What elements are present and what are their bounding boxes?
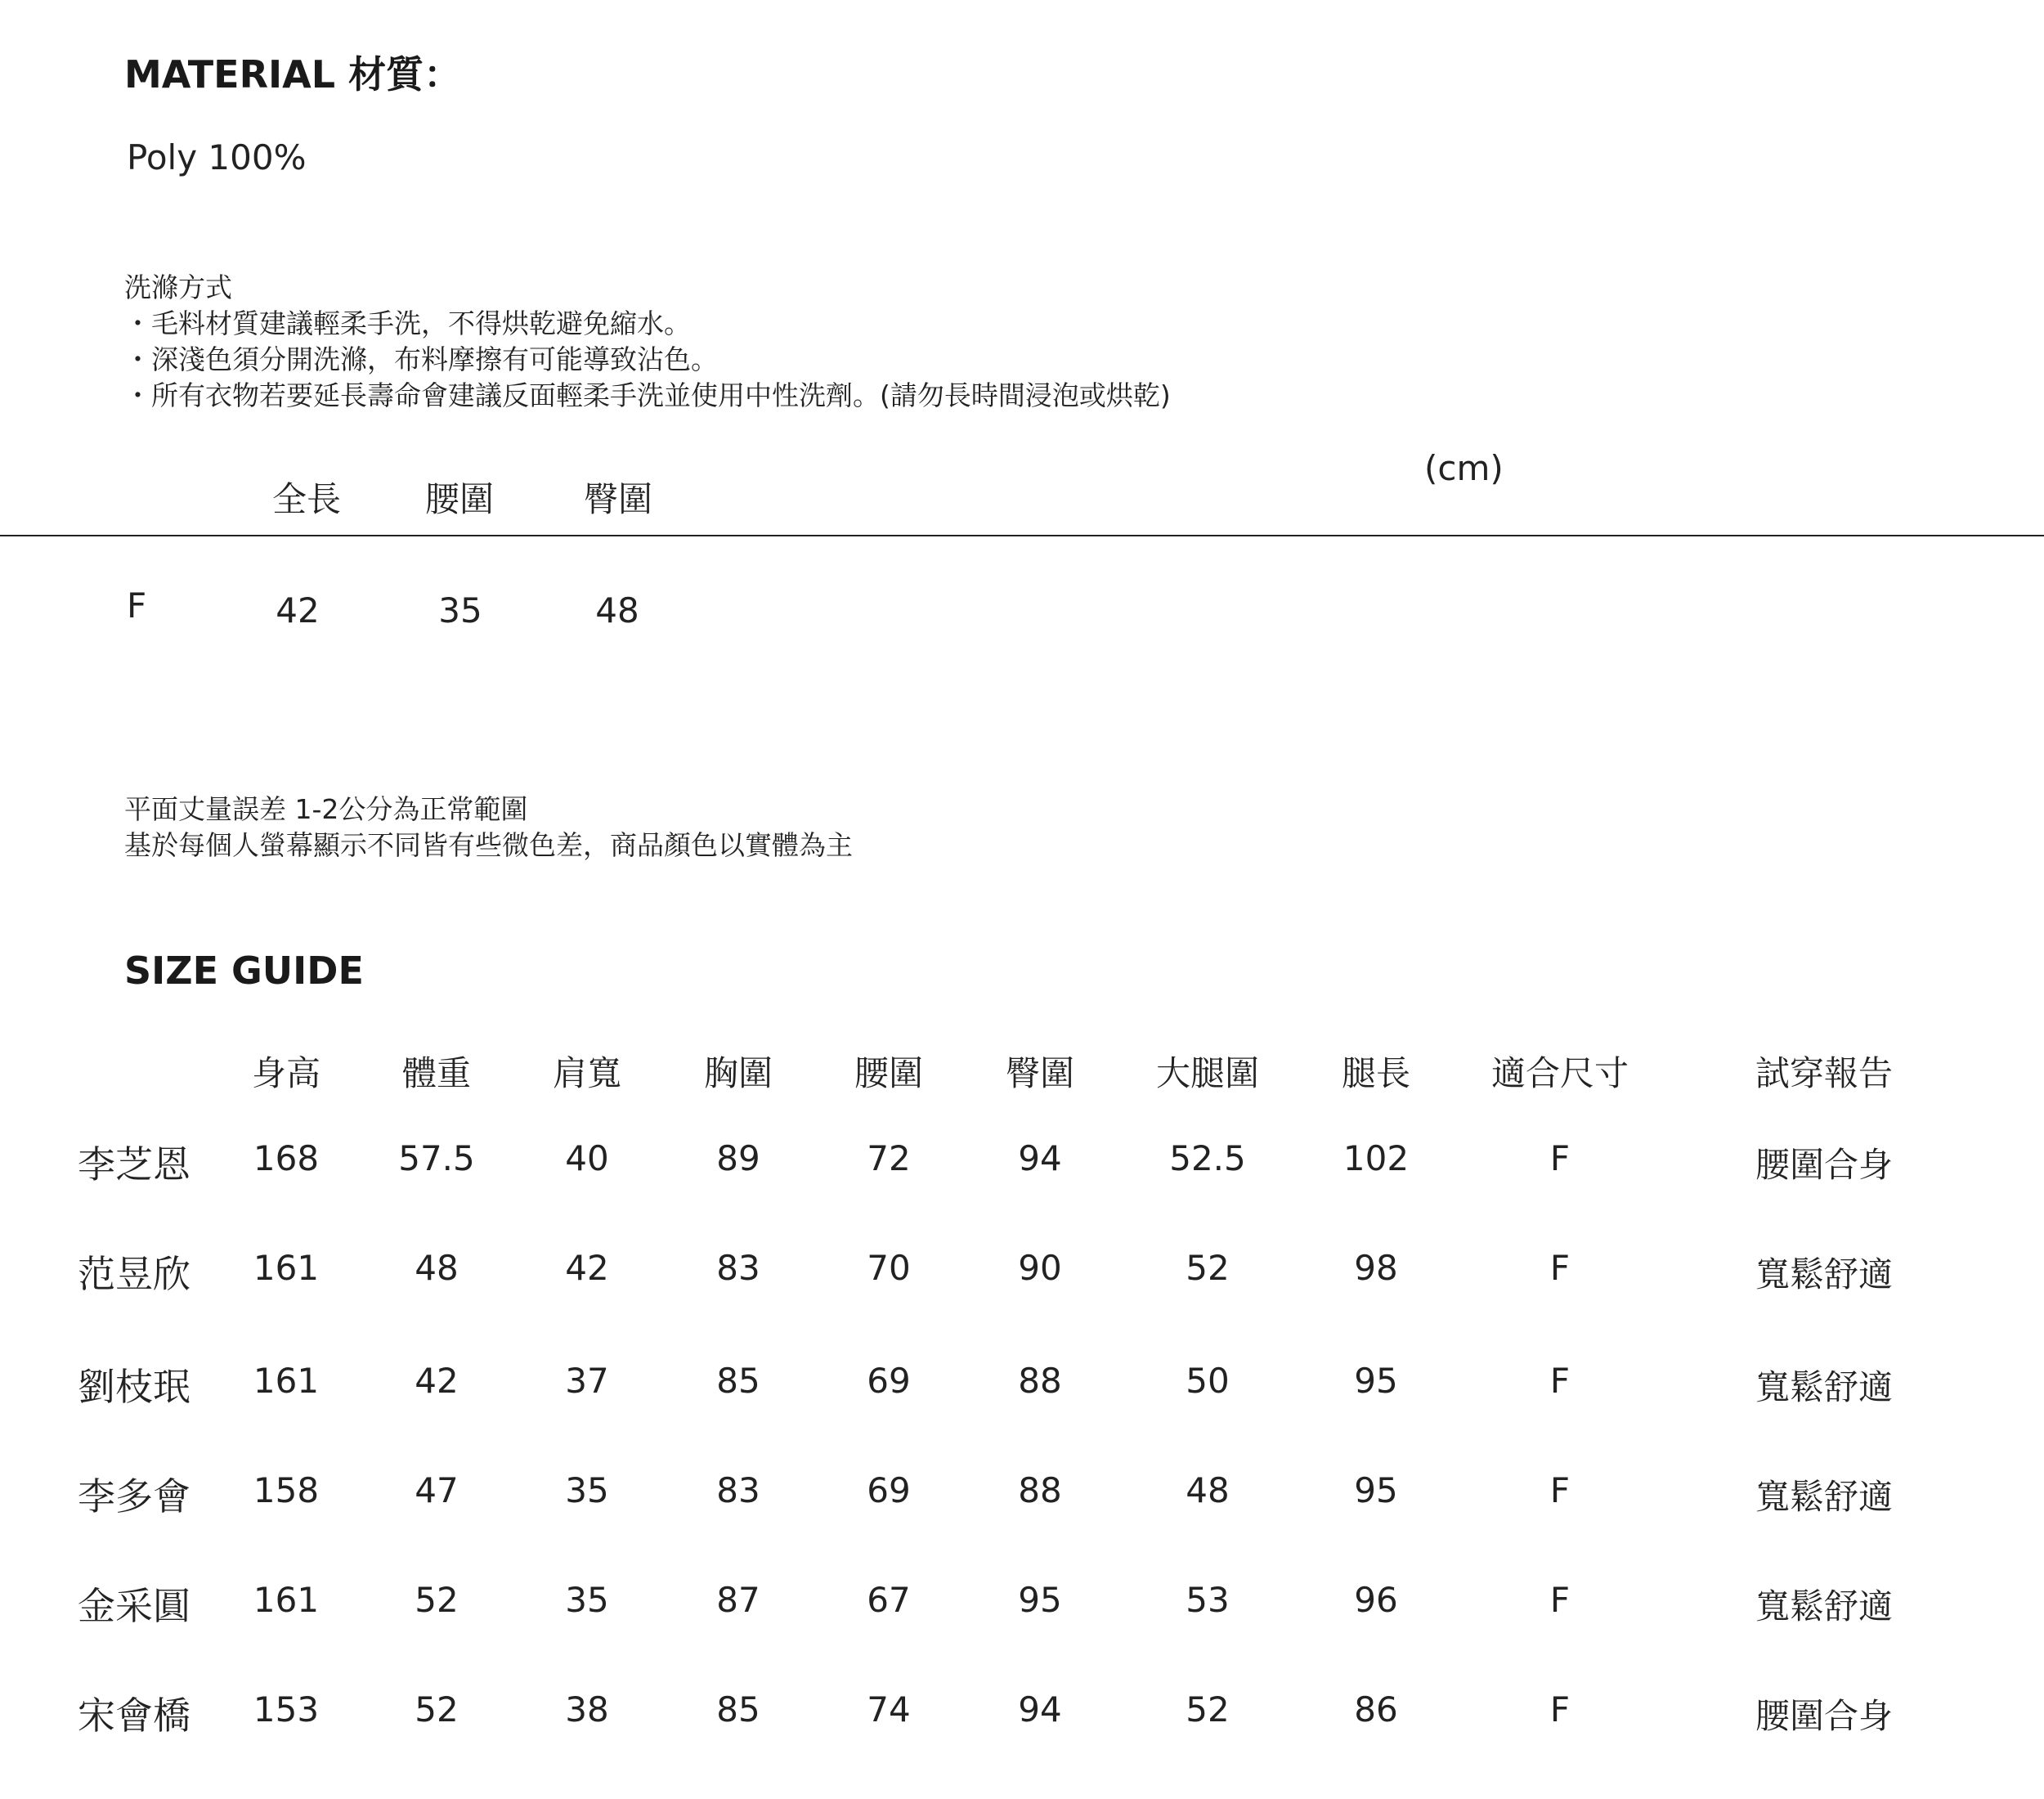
cell-weight: 57.5	[398, 1138, 475, 1178]
cell-chest: 83	[716, 1470, 760, 1510]
cell-leg-length: 102	[1342, 1138, 1410, 1178]
cell-fit-report: 寬鬆舒適	[1755, 1586, 1894, 1626]
cell-fit-report: 寬鬆舒適	[1755, 1477, 1894, 1517]
cell-fit-size: F	[1549, 1138, 1571, 1178]
cell-shoulder: 37	[565, 1361, 609, 1401]
cell-weight: 42	[415, 1361, 459, 1401]
cell-leg-length: 95	[1354, 1470, 1398, 1510]
measure-value-length: 42	[276, 590, 320, 630]
cell-shoulder: 40	[565, 1138, 609, 1178]
guide-header-shoulder: 肩寬	[552, 1053, 622, 1093]
material-value: Poly 100%	[127, 137, 307, 177]
cell-thigh: 48	[1186, 1470, 1230, 1510]
care-title: 洗滌方式	[124, 271, 232, 303]
cell-weight: 52	[415, 1580, 459, 1620]
cell-weight: 48	[415, 1248, 459, 1288]
cell-weight: 47	[415, 1470, 459, 1510]
cell-leg-length: 86	[1354, 1689, 1398, 1729]
cell-leg-length: 98	[1354, 1248, 1398, 1288]
size-label: F	[127, 585, 147, 626]
table-row	[0, 1580, 2044, 1629]
cell-fit-size: F	[1549, 1580, 1571, 1620]
guide-header-fit-report: 試穿報告	[1755, 1053, 1894, 1093]
cell-height: 161	[253, 1248, 320, 1288]
cell-shoulder: 42	[565, 1248, 609, 1288]
cell-height: 168	[253, 1138, 320, 1178]
cell-chest: 85	[716, 1361, 760, 1401]
size-guide-heading: SIZE GUIDE	[124, 949, 364, 993]
cell-waist: 74	[867, 1689, 911, 1729]
cell-hip: 88	[1018, 1361, 1062, 1401]
cell-chest: 89	[716, 1138, 760, 1178]
cell-thigh: 53	[1186, 1580, 1230, 1620]
cell-hip: 94	[1018, 1689, 1062, 1729]
cell-thigh: 52.5	[1169, 1138, 1246, 1178]
guide-header-waist: 腰圍	[854, 1053, 924, 1093]
cell-chest: 85	[716, 1689, 760, 1729]
cell-fit-report: 腰圍合身	[1755, 1145, 1894, 1185]
guide-header-fit-size: 適合尺寸	[1490, 1053, 1629, 1093]
measure-header-length: 全長	[272, 479, 342, 519]
model-name: 范昱欣	[78, 1252, 191, 1296]
unit-label: (cm)	[1424, 448, 1504, 488]
cell-waist: 69	[867, 1470, 911, 1510]
table-row	[0, 1470, 2044, 1519]
care-line: ・毛料材質建議輕柔手洗，不得烘乾避免縮水。	[124, 307, 691, 339]
material-heading: MATERIAL 材質：	[124, 52, 462, 96]
table-row	[0, 1689, 2044, 1738]
cell-fit-size: F	[1549, 1248, 1571, 1288]
table-row	[0, 1361, 2044, 1410]
cell-leg-length: 96	[1354, 1580, 1398, 1620]
table-divider	[0, 535, 2044, 536]
guide-header-height: 身高	[251, 1053, 321, 1093]
cell-thigh: 52	[1186, 1248, 1230, 1288]
cell-leg-length: 95	[1354, 1361, 1398, 1401]
measure-header-hip: 臀圍	[584, 479, 653, 519]
measure-value-waist: 35	[438, 590, 482, 630]
cell-hip: 88	[1018, 1470, 1062, 1510]
cell-fit-report: 腰圍合身	[1755, 1696, 1894, 1736]
guide-header-weight: 體重	[401, 1053, 472, 1093]
cell-thigh: 52	[1186, 1689, 1230, 1729]
table-row	[0, 1138, 2044, 1187]
note-line: 基於每個人螢幕顯示不同皆有些微色差，商品顏色以實體為主	[124, 829, 853, 861]
model-name: 金采圓	[78, 1584, 191, 1628]
care-line: ・深淺色須分開洗滌，布料摩擦有可能導致沾色。	[124, 343, 718, 375]
care-instructions	[124, 270, 1171, 414]
model-name: 李多會	[78, 1474, 191, 1519]
cell-hip: 95	[1018, 1580, 1062, 1620]
cell-fit-size: F	[1549, 1689, 1571, 1729]
cell-shoulder: 35	[565, 1470, 609, 1510]
cell-fit-size: F	[1549, 1361, 1571, 1401]
care-line: ・所有衣物若要延長壽命會建議反面輕柔手洗並使用中性洗劑。(請勿長時間浸泡或烘乾)	[124, 379, 1171, 411]
table-row	[0, 1248, 2044, 1297]
guide-header-thigh: 大腿圍	[1155, 1053, 1260, 1093]
cell-shoulder: 38	[565, 1689, 609, 1729]
cell-thigh: 50	[1186, 1361, 1230, 1401]
cell-height: 161	[253, 1361, 320, 1401]
measurement-notes	[124, 792, 853, 864]
cell-waist: 67	[867, 1580, 911, 1620]
cell-chest: 87	[716, 1580, 760, 1620]
cell-chest: 83	[716, 1248, 760, 1288]
cell-fit-report: 寬鬆舒適	[1755, 1367, 1894, 1407]
cell-waist: 69	[867, 1361, 911, 1401]
cell-waist: 70	[867, 1248, 911, 1288]
guide-header-leg-length: 腿長	[1341, 1053, 1411, 1093]
cell-fit-report: 寬鬆舒適	[1755, 1254, 1894, 1294]
cell-hip: 94	[1018, 1138, 1062, 1178]
cell-fit-size: F	[1549, 1470, 1571, 1510]
cell-height: 161	[253, 1580, 320, 1620]
model-name: 李芝恩	[78, 1142, 191, 1187]
guide-header-chest: 胸圍	[703, 1053, 773, 1093]
cell-hip: 90	[1018, 1248, 1062, 1288]
cell-height: 158	[253, 1470, 320, 1510]
note-line: 平面丈量誤差 1-2公分為正常範圍	[124, 793, 528, 825]
model-name: 宋會橋	[78, 1694, 191, 1738]
measure-header-waist: 腰圍	[425, 479, 495, 519]
cell-shoulder: 35	[565, 1580, 609, 1620]
measure-value-hip: 48	[595, 590, 639, 630]
cell-weight: 52	[415, 1689, 459, 1729]
model-name: 劉枝珉	[78, 1365, 191, 1409]
cell-waist: 72	[867, 1138, 911, 1178]
guide-header-hip: 臀圍	[1005, 1053, 1075, 1093]
cell-height: 153	[253, 1689, 320, 1729]
